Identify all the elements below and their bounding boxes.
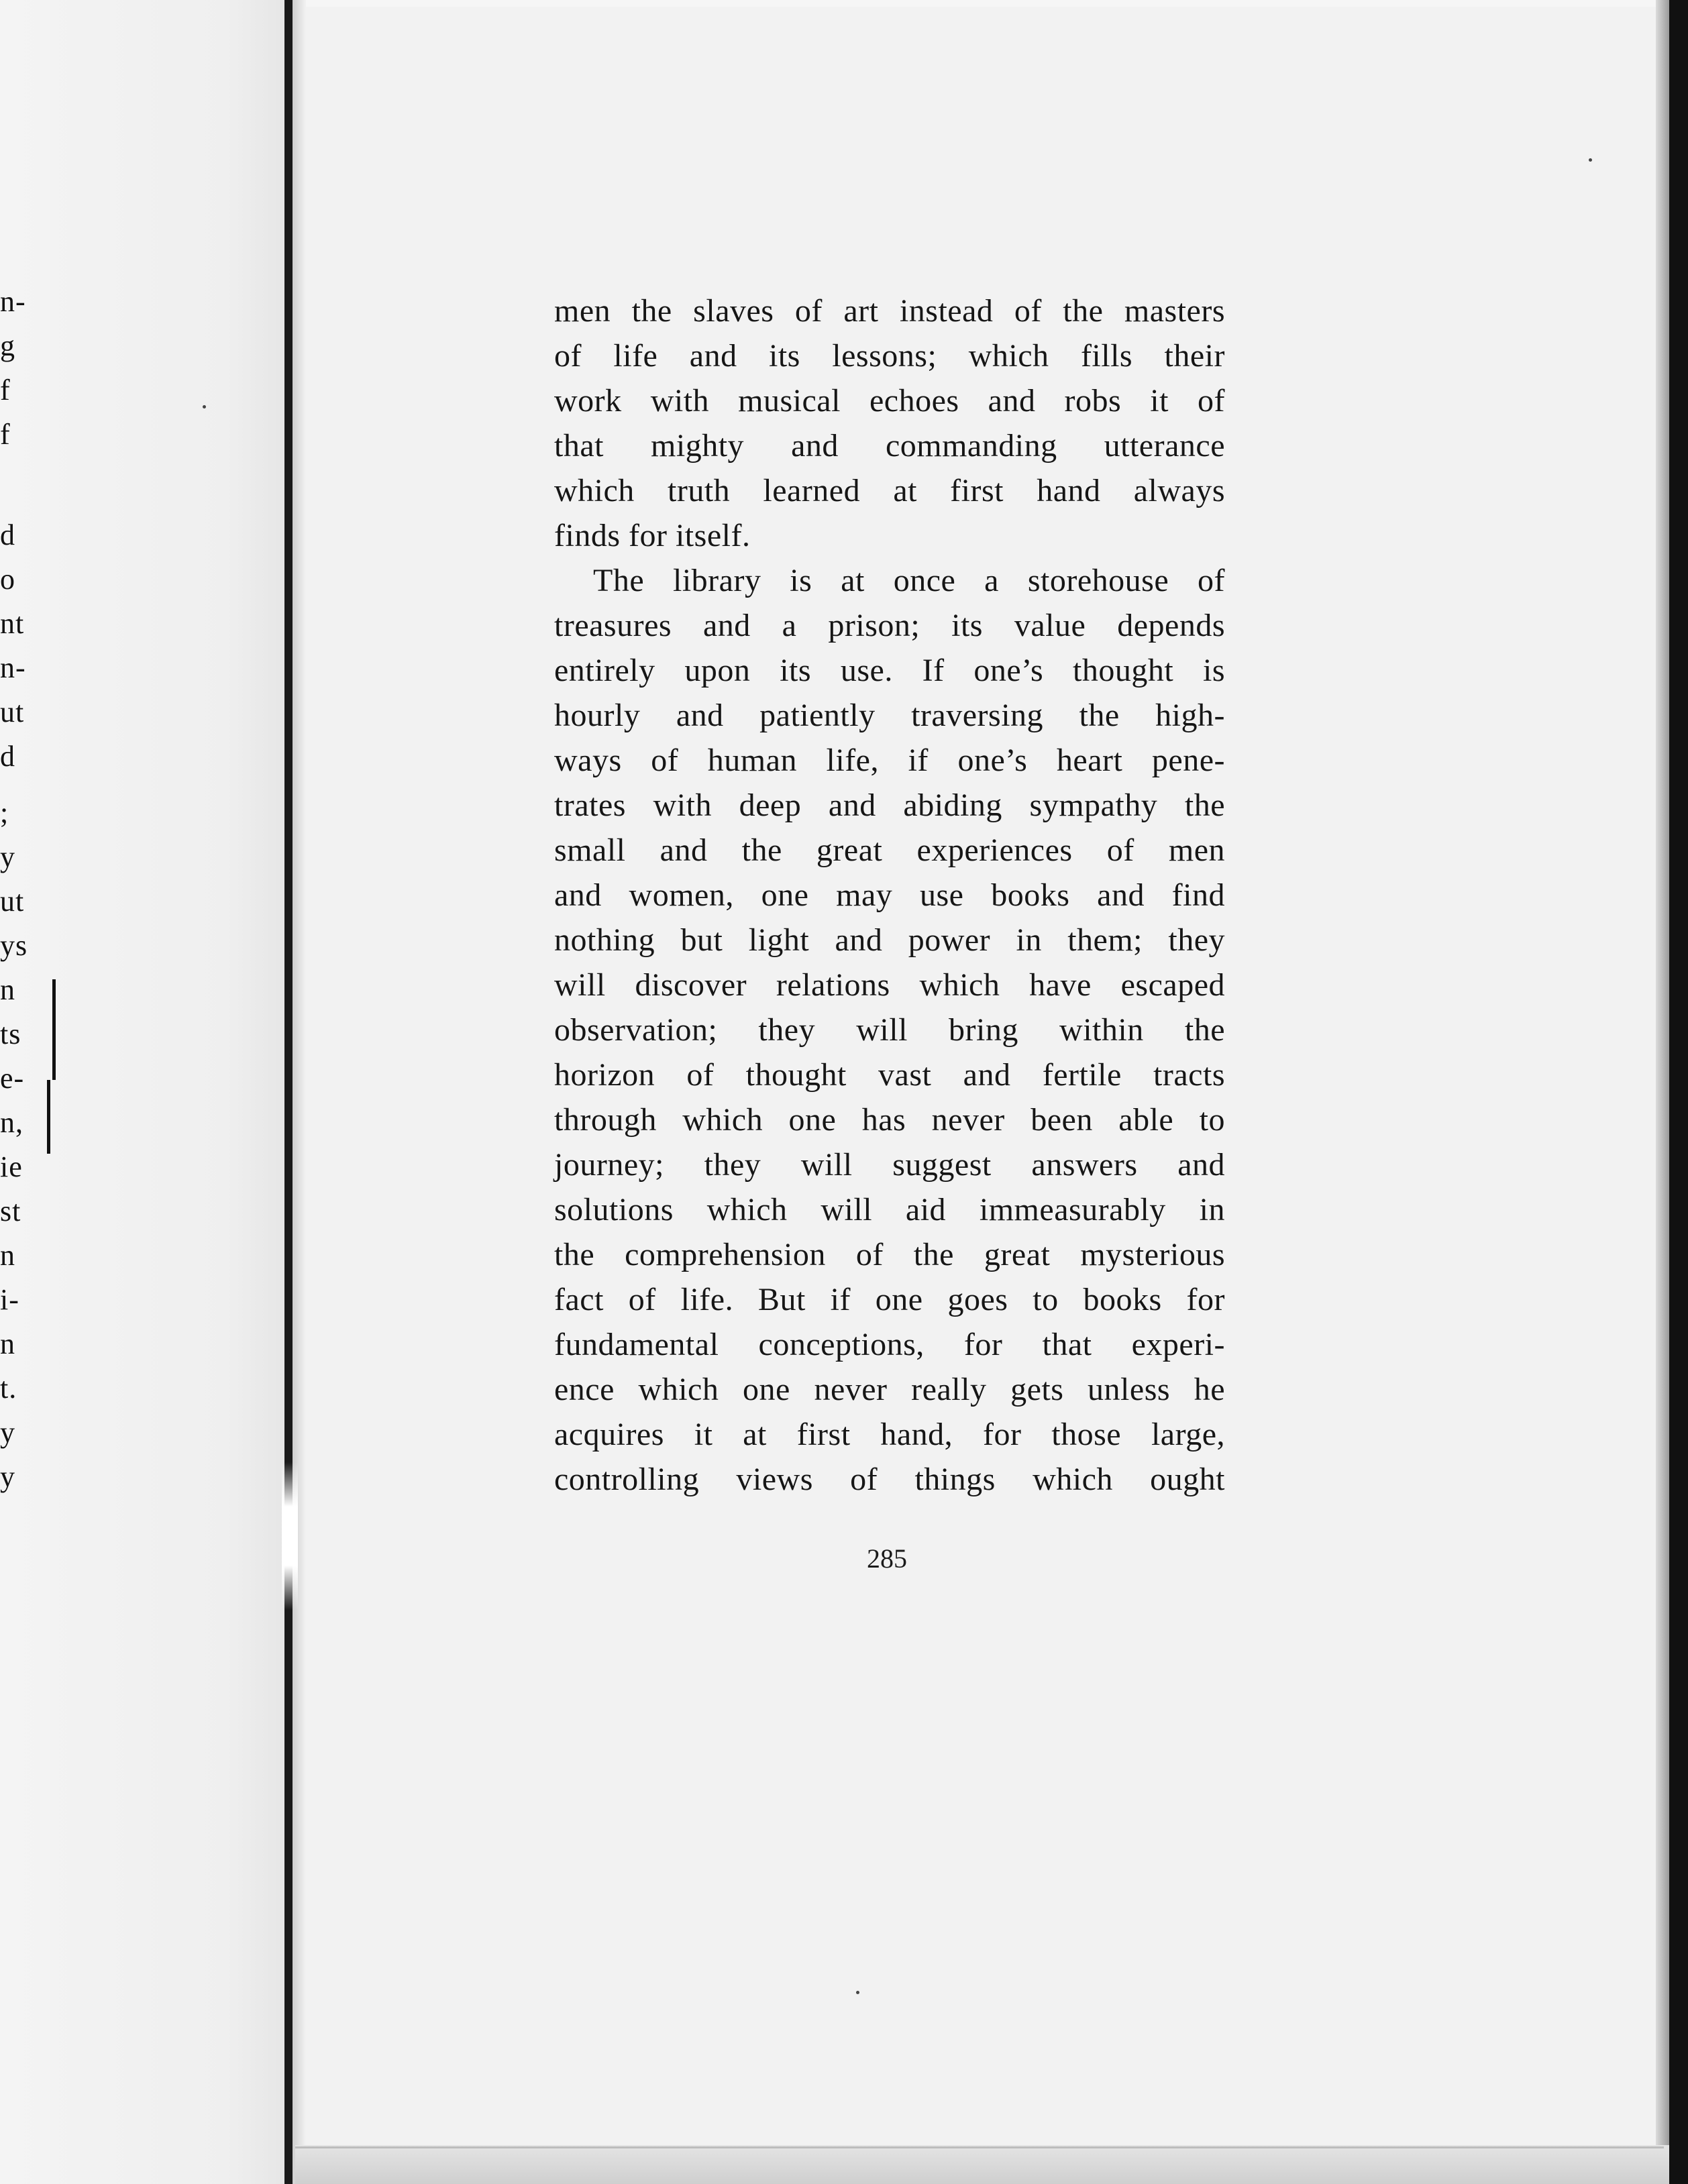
text-line: work with musical echoes and robs it of [554,383,1225,419]
text-line: men the slaves of art instead of the masters [554,293,1225,329]
prev-fragment: y [0,840,15,873]
text-line: and women, one may use books and find [554,877,1225,913]
text-line: ence which one never really gets unless he [554,1372,1225,1407]
prev-fragment: f [0,374,11,406]
prev-fragment: n [0,1327,15,1360]
text-line: of life and its lessons; which fills their [554,338,1225,374]
prev-fragment: n [0,1239,15,1272]
prev-fragment: ut [0,696,25,728]
text-line: which truth learned at first hand always [554,473,1225,508]
prev-fragment: t. [0,1372,17,1405]
gutter-highlight [282,1462,298,1610]
prev-fragment: ys [0,929,28,962]
scan-speck [203,405,206,408]
text-line: through which one has never been able to [554,1102,1225,1138]
prev-fragment: y [0,1460,15,1493]
prev-fragment: d [0,518,15,551]
scan-speck [1589,158,1592,162]
text-line: fact of life. But if one goes to books for [554,1282,1225,1317]
prev-fragment: ut [0,885,25,918]
previous-page-strip [0,0,284,2184]
prev-fragment: ie [0,1150,23,1183]
prev-fragment: d [0,740,15,773]
page-bottom-line [295,2146,1664,2148]
book-gutter [284,0,293,2184]
text-line: observation; they will bring within the [554,1012,1225,1048]
prev-fragment: n- [0,651,26,684]
text-line: trates with deep and abiding sympathy the [554,787,1225,823]
gutter-shadow [293,0,306,2184]
text-line: nothing but light and power in them; they [554,922,1225,958]
prev-fragment: g [0,329,15,362]
text-line: finds for itself. [554,518,751,553]
text-line: ways of human life, if one’s heart pene- [554,743,1225,778]
prev-fragment: i- [0,1283,19,1316]
prev-fragment: o [0,563,15,596]
prev-fragment: n- [0,285,26,318]
text-line: that mighty and commanding utterance [554,428,1225,463]
prev-fragment: n, [0,1106,23,1139]
text-line: solutions which will aid immeasurably in [554,1192,1225,1227]
margin-bracket [47,1080,60,1154]
prev-fragment: f [0,418,11,451]
text-line: journey; they will suggest answers and [554,1147,1225,1183]
text-line: the comprehension of the great mysterious [554,1237,1225,1272]
body-text [554,288,1225,1502]
text-line: acquires it at first hand, for those large, [554,1417,1225,1452]
scan-border [1669,0,1688,2184]
text-line: horizon of thought vast and fertile tracts [554,1057,1225,1093]
text-line: will discover relations which have escaped [554,967,1225,1003]
text-line: treasures and a prison; its value depends [554,608,1225,643]
prev-fragment: ; [0,796,9,829]
text-line: controlling views of things which ought [554,1462,1225,1497]
scan-speck [856,1991,859,1994]
prev-fragment: st [0,1195,21,1227]
text-line: fundamental conceptions, for that experi- [554,1327,1225,1362]
prev-fragment: nt [0,607,25,640]
page-number: 285 [867,1543,907,1574]
paragraph-start: The library is at once a storehouse of [593,563,1225,598]
prev-fragment: e- [0,1062,25,1095]
prev-fragment: n [0,973,15,1006]
page-edge [1656,0,1669,2184]
margin-bracket [43,979,56,1080]
prev-fragment: ts [0,1018,21,1050]
page-bottom-edge [295,2145,1669,2184]
prev-fragment: y [0,1416,15,1449]
text-line: hourly and patiently traversing the high- [554,698,1225,733]
text-line: entirely upon its use. If one’s thought is [554,653,1225,688]
text-line: small and the great experiences of men [554,832,1225,868]
